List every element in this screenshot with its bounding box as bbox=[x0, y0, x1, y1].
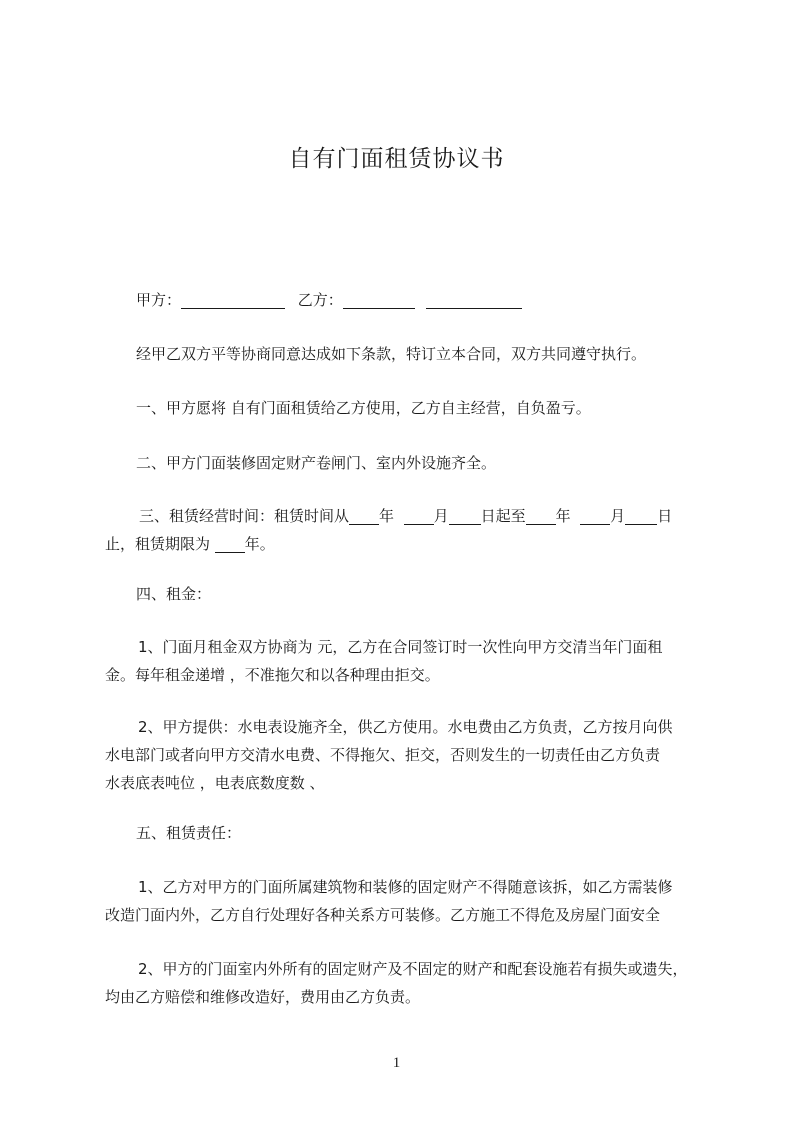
clause-5-item-2-line-2: 均由乙方赔偿和维修改造好，费用由乙方负责。 bbox=[105, 988, 421, 1006]
clause-4-item-1-line-1: 1、门面月租金双方协商为 元，乙方在合同签订时一次性向甲方交清当年门面租 bbox=[138, 638, 663, 656]
clause-5-item-2 bbox=[105, 955, 707, 1011]
clause-4-item-2-line-2: 水电部门或者向甲方交清水电费、不得拖欠、拒交，否则发生的一切责任由乙方负责 bbox=[105, 746, 661, 764]
clause-3-year-1: 年 bbox=[379, 507, 395, 525]
clause-5-item-1-line-2: 改造门面内外，乙方自行处理好各种关系方可装修。乙方施工不得危及房屋门面安全 bbox=[105, 906, 661, 924]
clause-5-heading: 五、租赁责任： bbox=[136, 824, 242, 842]
clause-3-line-1 bbox=[105, 502, 707, 530]
clause-3-line-2 bbox=[105, 530, 707, 558]
party-b-extra-blank bbox=[426, 291, 522, 309]
end-year-blank bbox=[526, 507, 556, 525]
clause-3-month-2: 月 bbox=[610, 507, 626, 525]
clause-5-item-1 bbox=[105, 873, 707, 929]
party-b-label: 乙方： bbox=[297, 291, 343, 309]
clause-3 bbox=[105, 502, 707, 558]
end-month-blank bbox=[580, 507, 610, 525]
page-number: 1 bbox=[392, 1055, 401, 1071]
parties-line bbox=[105, 286, 736, 314]
clause-4-item-1 bbox=[105, 633, 707, 689]
start-month-blank bbox=[404, 507, 434, 525]
clause-3-term-label: 止，租赁期限为 bbox=[105, 535, 211, 553]
clause-3-day-2: 日 bbox=[657, 507, 673, 525]
clause-4-item-2 bbox=[105, 713, 707, 797]
clause-4-item-2-line-3: 水表底表吨位 ，电表底数度数 、 bbox=[105, 774, 325, 792]
end-day-blank bbox=[625, 507, 657, 525]
clause-4-item-2-line-1: 2、甲方提供：水电表设施齐全，供乙方使用。水电费由乙方负责，乙方按月向供 bbox=[138, 718, 673, 736]
start-year-blank bbox=[349, 507, 379, 525]
clause-5-item-2-line-1: 2、甲方的门面室内外所有的固定财产及不固定的财产和配套设施若有损失或遗失， bbox=[138, 960, 688, 978]
party-a-blank bbox=[181, 291, 285, 309]
clause-3-month-1: 月 bbox=[433, 507, 449, 525]
party-a-label: 甲方： bbox=[136, 291, 182, 309]
clause-3-lead: 三、租赁经营时间：租赁时间从 bbox=[139, 507, 350, 525]
clause-4-heading: 四、租金： bbox=[136, 585, 212, 603]
start-day-blank bbox=[449, 507, 481, 525]
clause-2: 二、甲方门面装修固定财产卷闸门、室内外设施齐全。 bbox=[136, 454, 497, 472]
clause-4-item-1-line-2: 金。每年租金递增 ，不准拖欠和以各种理由拒交。 bbox=[105, 666, 440, 684]
document-title: 自有门面租赁协议书 bbox=[288, 146, 505, 172]
clause-5-item-1-line-1: 1、乙方对甲方的门面所属建筑物和装修的固定财产不得随意该拆，如乙方需装修 bbox=[138, 878, 673, 896]
clause-3-day-1: 日起至 bbox=[480, 507, 526, 525]
clause-3-year-2: 年 bbox=[555, 507, 571, 525]
clause-3-term-unit: 年。 bbox=[244, 535, 275, 553]
term-years-blank bbox=[215, 535, 245, 553]
intro-text: 经甲乙双方平等协商同意达成如下条款，特订立本合同，双方共同遵守执行。 bbox=[136, 345, 647, 363]
clause-1: 一、甲方愿将 自有门面租赁给乙方使用，乙方自主经营，自负盈亏。 bbox=[136, 399, 591, 417]
party-b-blank bbox=[343, 291, 415, 309]
